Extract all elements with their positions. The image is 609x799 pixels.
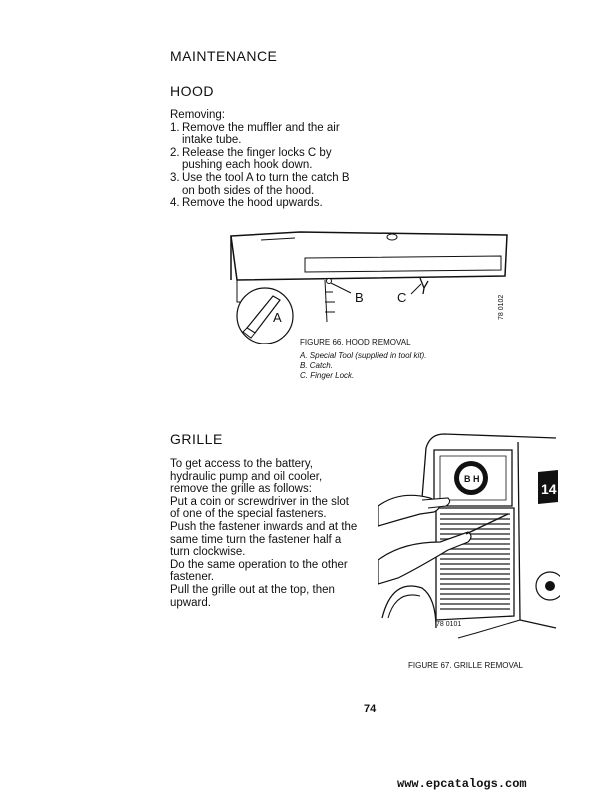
grille-paragraph: Put a coin or screwdriver in the slot of one of the special fasteners. (170, 495, 349, 521)
hood-steps (170, 122, 360, 210)
hood-instructions (170, 109, 360, 210)
legend-item: A. Special Tool (supplied in tool kit). (300, 351, 427, 360)
grille-paragraph: Pull the grille out at the top, then upward. (170, 583, 335, 609)
step-item: 4. Remove the hood upwards. (170, 197, 323, 210)
legend-item: C. Finger Lock. (300, 371, 355, 380)
grille-removal-illustration (378, 428, 560, 656)
hood-intro: Removing: (170, 109, 225, 121)
figure-code: 78 0102 (498, 294, 505, 320)
hood-figure-caption (300, 338, 500, 381)
grille-paragraph: Push the fastener inwards and at the same time turn the fastener half a turn clockwise. (170, 520, 358, 559)
model-mark: 14 (541, 481, 557, 497)
label-b: B (355, 290, 364, 305)
figure-code: 78 0101 (436, 621, 462, 628)
grille-instructions (170, 458, 360, 609)
grille-figure-caption: FIGURE 67. GRILLE REMOVAL (408, 661, 523, 670)
grille-paragraph: Do the same operation to the other fastener. (170, 558, 348, 584)
figure-caption-title: FIGURE 66. HOOD REMOVAL (300, 338, 411, 347)
page-number: 74 (364, 703, 377, 715)
legend-item: B. Catch. (300, 361, 333, 370)
section-title: MAINTENANCE (170, 48, 278, 64)
grille-paragraph: To get access to the battery, hydraulic pump and oil cooler, remove the grille as follows: (170, 458, 323, 496)
emblem-text: B H (464, 474, 480, 484)
label-c: C (397, 290, 407, 305)
label-a: A (273, 310, 282, 325)
hood-removal-illustration (225, 222, 525, 344)
hood-heading: HOOD (170, 83, 214, 99)
step-item: 2. Release the finger locks C by pushing each hook down. (170, 146, 332, 172)
step-item: 1. Remove the muffler and the air intake tube. (170, 121, 340, 147)
figure-legend (300, 351, 500, 381)
grille-heading: GRILLE (170, 431, 223, 447)
footer-url[interactable]: www.epcatalogs.com (397, 777, 527, 791)
step-item: 3. Use the tool A to turn the catch B on both sides of the hood. (170, 171, 350, 197)
